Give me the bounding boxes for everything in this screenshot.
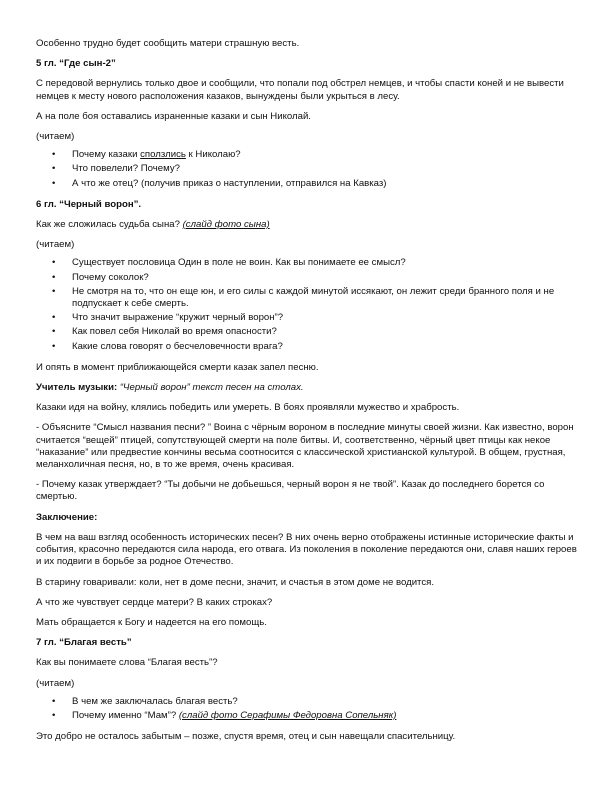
slide-link[interactable]: (слайд фото Серафимы Федоровна Сопельняк): [178, 709, 397, 721]
paragraph: С передовой вернулись только двое и сообщили, что попали под обстрел немцев, и чтобы спасти коней и не вывести немцев к месту нового расположения казаков, вынуждены были укрыться в лесу.: [36, 78, 564, 102]
list-item: • Существует пословица Один в поле не воин. Как вы понимаете ее смысл?: [36, 257, 580, 269]
list-item: • Почему соколок?: [36, 272, 580, 284]
list-item: • А что же отец? (получив приказ о наступлении, отправился на Кавказ): [36, 178, 580, 190]
reading-note: (читаем): [36, 131, 75, 143]
list-item: • Какие слова говорят о бесчеловечности врага?: [36, 341, 580, 353]
list-item: • Не смотря на то, что он еще юн, и его силы с каждой минутой иссякают, он лежит среди бранного поля и не подпускает к себе смерть.: [36, 286, 580, 310]
list-item: • В чем же заключалась благая весть?: [36, 696, 580, 708]
paragraph: Мать обращается к Богу и надеется на его помощь.: [36, 616, 267, 628]
music-teacher-label: Учитель музыки:: [36, 382, 118, 394]
chapter-7-heading: 7 гл. “Благая весть”: [36, 637, 132, 649]
paragraph: И опять в момент приближающейся смерти казак запел песню.: [36, 361, 319, 373]
list-item: • Почему казаки сползлись к Николаю?: [36, 149, 580, 161]
underlined-word: сползлись: [140, 149, 186, 161]
paragraph: Как вы понимаете слова “Благая весть”?: [36, 657, 218, 669]
slide-link[interactable]: (слайд фото сына): [182, 219, 270, 231]
paragraph: Это добро не осталось забытым – позже, спустя время, отец и сын навещали спасительницу.: [36, 731, 456, 743]
music-teacher-text: “Черный ворон” текст песен на столах.: [117, 382, 304, 394]
list-item: • Что значит выражение “кружит черный ворон”?: [36, 312, 580, 324]
chapter-6-questions: [36, 257, 580, 352]
paragraph: Особенно трудно будет сообщить матери страшную весть.: [36, 38, 300, 49]
reading-note: (читаем): [36, 677, 75, 689]
music-teacher-line: [36, 382, 580, 394]
chapter-6-heading: 6 гл. “Черный ворон”.: [36, 198, 142, 210]
paragraph: А на поле боя оставались израненные казаки и сын Николай.: [36, 110, 311, 122]
paragraph: А что же чувствует сердце матери? В каких строках?: [36, 596, 273, 608]
list-item: • Что повелели? Почему?: [36, 163, 580, 175]
list-item: • Почему именно “Мам”? (слайд фото Серафимы Федоровна Сопельняк): [36, 710, 580, 722]
paragraph: Как же сложилась судьба сына? (слайд фото сына): [36, 219, 270, 231]
reading-note: (читаем): [36, 239, 75, 251]
chapter-7-questions: [36, 696, 580, 722]
conclusion-heading: Заключение:: [36, 511, 98, 523]
paragraph: В старину говаривали: коли, нет в доме песни, значит, и счастья в этом доме не водится.: [36, 576, 435, 588]
list-item: • Как повел себя Николай во время опасности?: [36, 326, 580, 338]
chapter-5-questions: [36, 149, 580, 190]
paragraph: - Почему казак утверждает? “Ты добычи не добьешься, черный ворон я не твой”. Казак до последнего борется со смертью.: [36, 479, 545, 503]
paragraph: - Объясните “Смысл названия песни? ” Воина с чёрным вороном в последние минуты своей жизни. Как известно, ворон считается “вещей” птицей, сопутствующей смерти на поле битвы. И, соответственно, чёрный цвет птицы как некое “наказание” или предвестие кончины весьма соотносится с классической христианской культурой. В общем, грустная, меланхоличная песня, но, в то же время, очень красивая.: [36, 422, 574, 471]
document-page: [36, 38, 580, 751]
chapter-5-heading: 5 гл. “Где сын-2”: [36, 58, 116, 70]
paragraph: Казаки идя на войну, клялись победить или умереть. В боях проявляли мужество и храбрость.: [36, 402, 460, 414]
paragraph: В чем на ваш взгляд особенность исторических песен? В них очень верно отображены истинные исторические факты и события, красочно передаются сила народа, его отвага. Из поколения в поколение передаются они, славя наших героев и их подвиги в борьбе за родное Отечество.: [36, 531, 577, 568]
